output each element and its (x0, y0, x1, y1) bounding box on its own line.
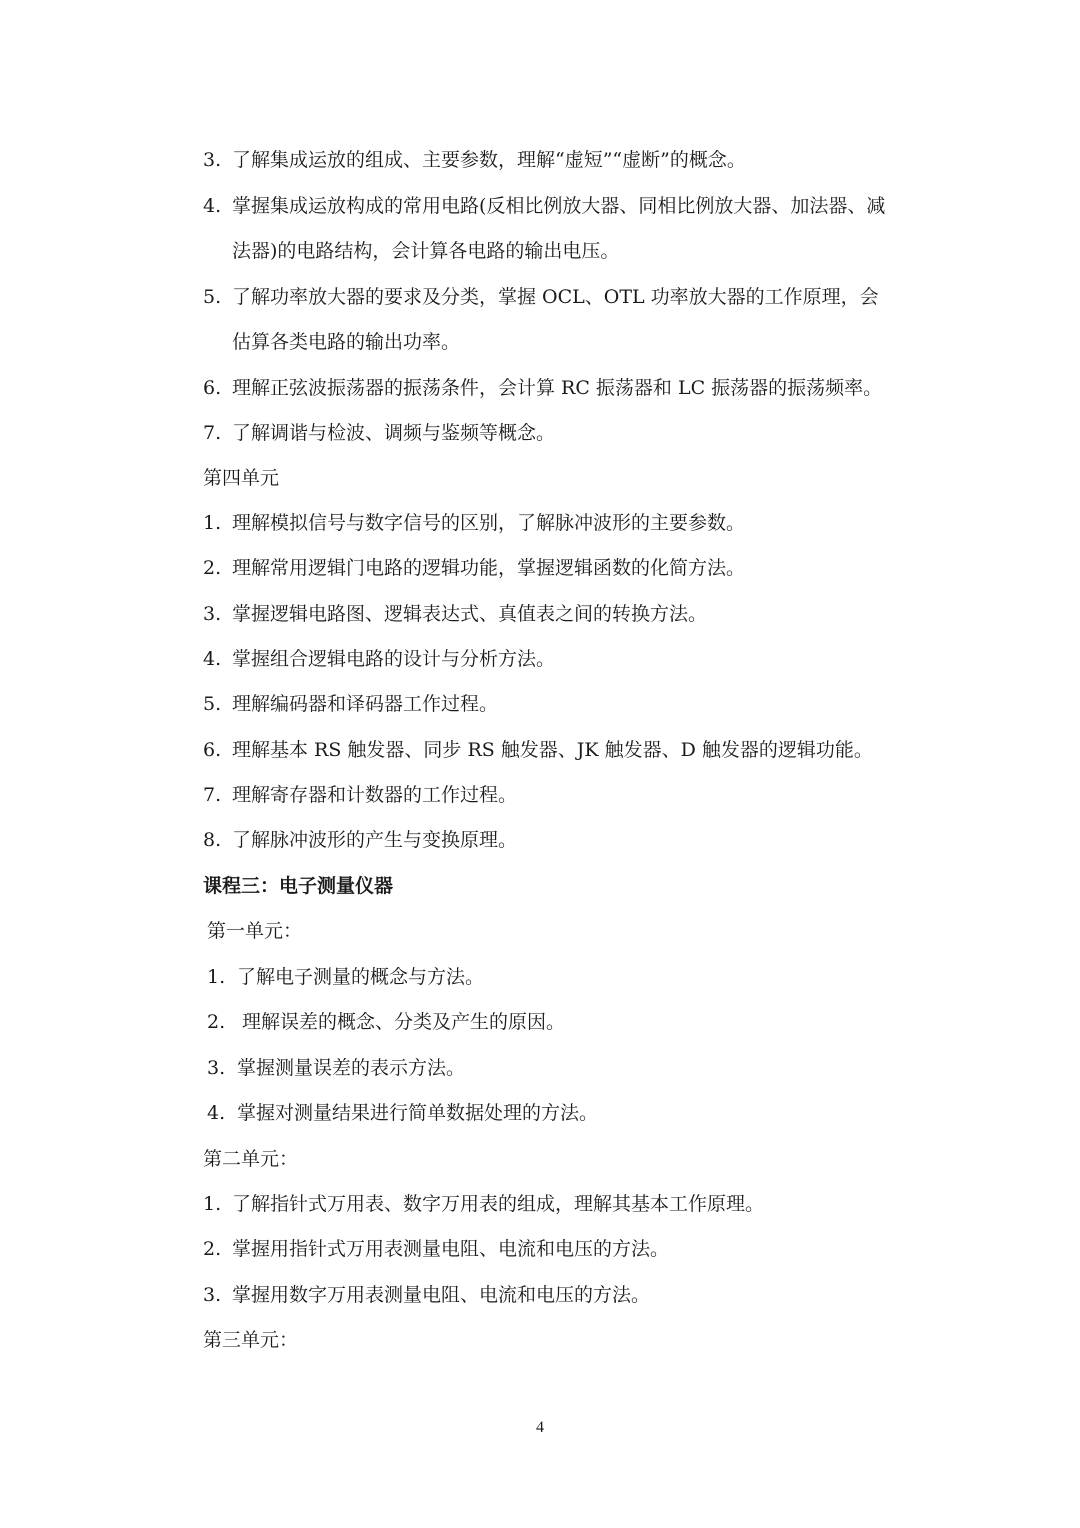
unit-heading: 第一单元： (207, 920, 303, 942)
item-text: 理解误差的概念、分类及产生的原因。 (242, 1011, 566, 1033)
item-number: 1. (203, 1193, 222, 1215)
item-text: 掌握测量误差的表示方法。 (237, 1057, 466, 1079)
item-text: 理解正弦波振荡器的振荡条件，会计算 RC 振荡器和 LC 振荡器的振荡频率。 (232, 377, 883, 399)
item-text: 理解基本 RS 触发器、同步 RS 触发器、JK 触发器、D 触发器的逻辑功能。 (232, 739, 873, 761)
page-number: 4 (536, 1419, 544, 1436)
item-number: 4. (207, 1102, 226, 1124)
item-number: 6. (203, 739, 222, 761)
item-number: 5. (203, 286, 222, 308)
course-title: 课程三：电子测量仪器 (203, 875, 394, 897)
item-number: 2. (207, 1011, 226, 1033)
item-text: 掌握集成运放构成的常用电路(反相比例放大器、同相比例放大器、加法器、减 (232, 195, 886, 217)
item-text: 了解脉冲波形的产生与变换原理。 (232, 829, 518, 851)
item-text-continuation: 法器)的电路结构，会计算各电路的输出电压。 (232, 240, 620, 262)
item-number: 1. (203, 512, 222, 534)
item-number: 3. (207, 1057, 226, 1079)
item-text: 了解指针式万用表、数字万用表的组成，理解其基本工作原理。 (232, 1193, 765, 1215)
item-number: 6. (203, 377, 222, 399)
item-text: 理解常用逻辑门电路的逻辑功能，掌握逻辑函数的化简方法。 (232, 557, 746, 579)
unit-heading: 第四单元 (203, 467, 280, 489)
item-text: 理解模拟信号与数字信号的区别，了解脉冲波形的主要参数。 (232, 512, 746, 534)
item-number: 3. (203, 603, 222, 625)
item-number: 7. (203, 422, 222, 444)
item-text: 掌握逻辑电路图、逻辑表达式、真值表之间的转换方法。 (232, 603, 708, 625)
item-text: 掌握对测量结果进行简单数据处理的方法。 (237, 1102, 599, 1124)
item-text: 了解功率放大器的要求及分类，掌握 OCL、OTL 功率放大器的工作原理，会 (232, 286, 879, 308)
item-number: 2. (203, 1238, 222, 1260)
item-text: 理解寄存器和计数器的工作过程。 (232, 784, 518, 806)
item-text: 理解编码器和译码器工作过程。 (232, 693, 499, 715)
item-number: 3. (203, 1284, 222, 1306)
unit-heading: 第二单元： (203, 1148, 299, 1170)
item-number: 5. (203, 693, 222, 715)
item-number: 7. (203, 784, 222, 806)
item-number: 4. (203, 648, 222, 670)
item-text: 掌握组合逻辑电路的设计与分析方法。 (232, 648, 556, 670)
item-number: 3. (203, 149, 222, 171)
item-number: 4. (203, 195, 222, 217)
item-text: 掌握用指针式万用表测量电阻、电流和电压的方法。 (232, 1238, 670, 1260)
item-number: 2. (203, 557, 222, 579)
item-text: 了解电子测量的概念与方法。 (237, 966, 485, 988)
item-text: 了解集成运放的组成、主要参数，理解“虚短”“虚断”的概念。 (232, 149, 746, 171)
item-text-continuation: 估算各类电路的输出功率。 (232, 331, 461, 353)
item-number: 1. (207, 966, 226, 988)
unit-heading: 第三单元： (203, 1329, 299, 1351)
item-number: 8. (203, 829, 222, 851)
item-text: 了解调谐与检波、调频与鉴频等概念。 (232, 422, 556, 444)
item-text: 掌握用数字万用表测量电阻、电流和电压的方法。 (232, 1284, 651, 1306)
